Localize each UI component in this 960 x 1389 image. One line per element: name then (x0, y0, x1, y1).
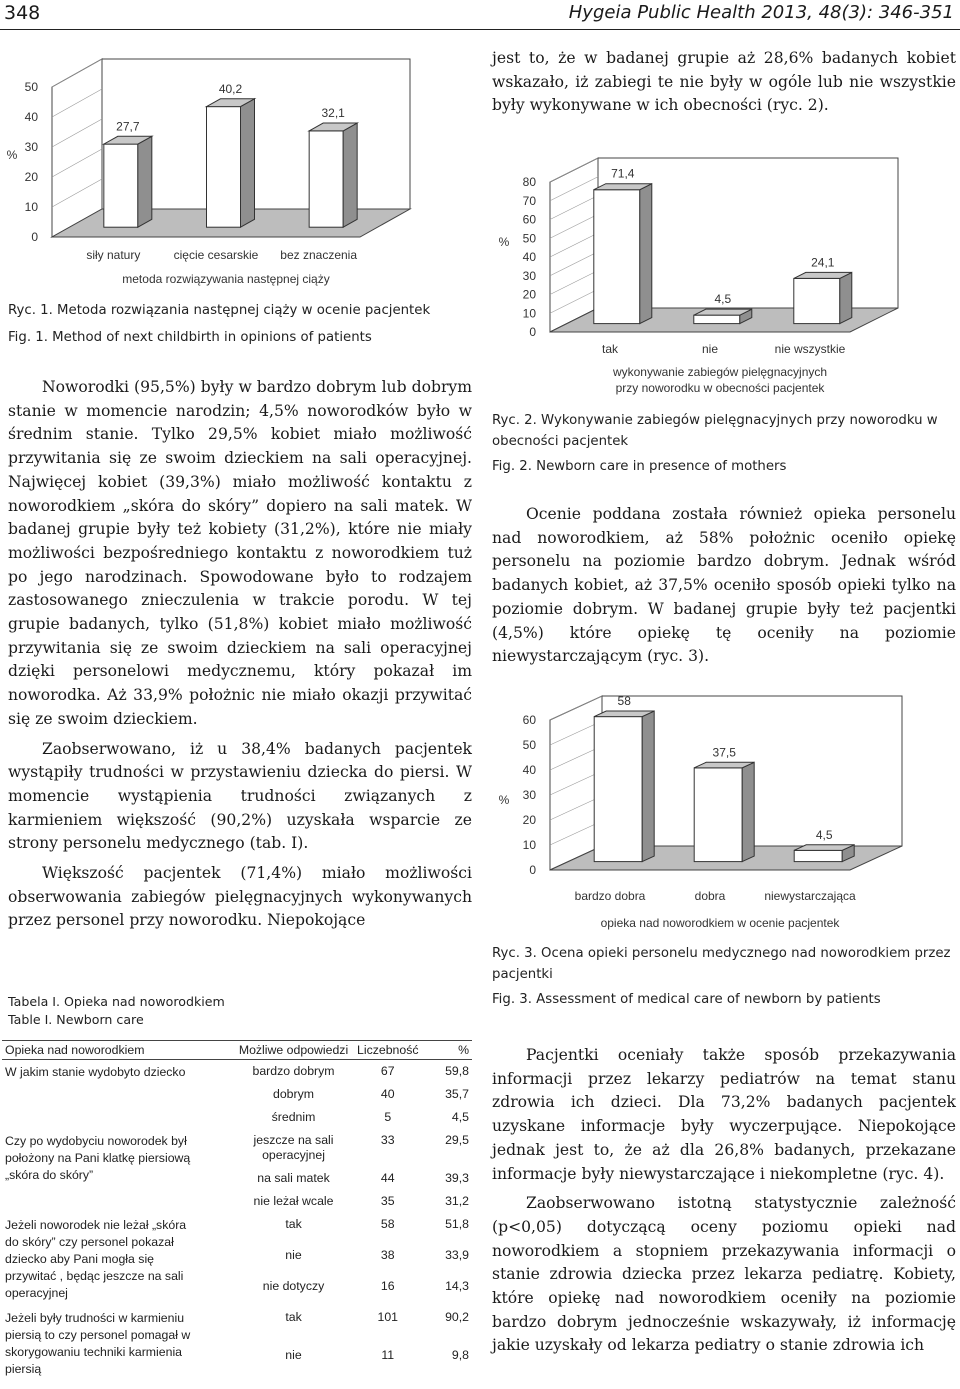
y-tick-label: 30 (522, 268, 536, 283)
table-row (2, 1060, 472, 1084)
table-answer: nie (285, 1248, 302, 1262)
table-percent: 14,3 (445, 1279, 469, 1293)
y-tick-label: 40 (522, 763, 536, 777)
table-percent: 33,9 (445, 1248, 469, 1262)
y-tick-label: 0 (529, 325, 536, 339)
table-answer: tak (285, 1310, 302, 1324)
table-1-caption-pl: Tabela I. Opieka nad noworodkiem (8, 994, 225, 1009)
figure-2-caption-en: Fig. 2. Newborn care in presence of mothers (492, 459, 787, 474)
y-tick-label: 10 (522, 838, 536, 852)
bar (694, 768, 742, 862)
x-tick-label: siły natury (86, 248, 141, 262)
y-tick-label: 0 (529, 863, 536, 877)
chart-side-wall (52, 59, 102, 237)
table-percent: 31,2 (445, 1194, 469, 1208)
x-axis-label: metoda rozwiązywania następnej ciąży (122, 272, 330, 286)
data-label: 71,4 (611, 166, 635, 181)
table-question: Czy po wydobyciu noworodek był położony na Pani klatkę piersiową „skóra do skóry” (5, 1134, 191, 1182)
figure-1-caption (8, 300, 458, 348)
page-header (0, 0, 960, 30)
table-row (2, 1306, 472, 1344)
data-label: 4,5 (815, 827, 833, 842)
y-axis-label: % (498, 235, 510, 249)
table-count: 58 (380, 1217, 395, 1231)
table-row (2, 1213, 472, 1244)
left-column-text (8, 376, 472, 933)
table-percent: 59,8 (445, 1064, 469, 1078)
table-count: 35 (380, 1194, 395, 1208)
data-label: 27,7 (116, 119, 140, 134)
bar-side (343, 123, 357, 227)
figure-3-caption (492, 943, 958, 1010)
x-tick-label: dobra (694, 889, 726, 903)
figure-1-caption-en: Fig. 1. Method of next childbirth in opinions of patients (8, 330, 372, 345)
page-number: 348 (4, 2, 41, 24)
y-axis-label: % (498, 793, 510, 807)
table-count: 67 (380, 1064, 395, 1078)
x-tick-label: tak (601, 342, 619, 356)
figure-3-caption-en: Fig. 3. Assessment of medical care of newborn by patients (492, 992, 881, 1007)
table-answer: średnim (271, 1110, 316, 1124)
y-tick-label: 40 (522, 250, 536, 264)
figure-2-caption-pl: Ryc. 2. Wykonywanie zabiegów pielęgnacyjnych przy noworodku w obecności pacjentek (492, 413, 938, 449)
table-answer: tak (285, 1217, 302, 1231)
table-answer: bardzo dobrym (252, 1064, 335, 1078)
paragraph: Zaobserwowano istotną statystycznie zależność (p<0,05) dotyczącą oceny poziomu opieki nad noworodkiem a stopniem przekazywania informacji o stanie zdrowia dziecka przez lekarza pediatrę. Kobiety, które opiekę nad noworodkiem oceniły na poziomie bardzo dobrym jednocześnie wskazywały, iż informację jakie uzyskały od lekarza pediatry o stanie zdrowia ich (492, 1194, 956, 1355)
x-tick-label: nie wszystkie (774, 342, 846, 356)
y-tick-label: 10 (24, 200, 38, 214)
data-label: 32,1 (321, 106, 345, 121)
table-header-cell: Możliwe odpowiedzi (233, 1041, 354, 1060)
right-column-middle-text (492, 503, 956, 669)
table-answer: dobrym (273, 1087, 315, 1101)
bar (594, 717, 642, 862)
figure-1-chart (0, 45, 450, 290)
x-axis-label: wykonywanie zabiegów pielęgnacyjnych (612, 365, 828, 379)
x-tick-label: niewystarczająca (764, 889, 856, 903)
figure-3-svg (490, 680, 956, 940)
y-axis-label: % (6, 148, 18, 162)
table-answer: nie (285, 1348, 302, 1362)
bar-side (642, 711, 654, 862)
bar (207, 107, 241, 228)
figure-1-svg (0, 45, 450, 290)
table-answer: nie dotyczy (262, 1279, 325, 1293)
table-percent: 4,5 (451, 1110, 469, 1124)
figure-3-chart (490, 680, 956, 940)
table-percent: 9,8 (451, 1348, 469, 1362)
data-label: 24,1 (811, 255, 835, 270)
y-tick-label: 70 (522, 193, 536, 208)
paragraph: Zaobserwowano, iż u 38,4% badanych pacjentek wystąpiły trudności w przystawieniu dziecka do piersi. W momencie wystąpienia trudności związanych z karmieniem większość (90,2%) uzyskała wsparcie ze strony personelu medycznego (tab. I). (8, 739, 472, 853)
table-percent: 39,3 (445, 1171, 469, 1185)
paragraph: Pacjentki oceniały także sposób przekazywania informacji przez lekarzy pediatrów na temat stanu zdrowia ich dzieci. Dla 73,2% badanych pacjentek uzyskane informacje były wyczerpujące. Niepokojące jednak jest to, że aż dla 26,8% badanych, przekazane informacje były niewystarczające i niekompletne (ryc. 4). (492, 1046, 956, 1183)
table-percent: 51,8 (445, 1217, 469, 1231)
data-label: 4,5 (714, 292, 732, 307)
x-tick-label: bardzo dobra (574, 889, 646, 903)
paragraph: jest to, że w badanej grupie aż 28,6% badanych kobiet wskazało, iż zabiegi te nie były w ogóle lub nie wszystkie były wykonywane w ich obecności (ryc. 2). (492, 49, 956, 115)
table-percent: 35,7 (445, 1087, 469, 1101)
table-row (2, 1129, 472, 1167)
table-count: 16 (380, 1279, 395, 1293)
right-column-top-text (492, 47, 956, 118)
y-tick-label: 60 (522, 212, 536, 227)
figure-2-svg (490, 140, 956, 405)
y-tick-label: 20 (522, 813, 536, 827)
table-percent: 29,5 (445, 1133, 469, 1147)
y-tick-label: 80 (522, 175, 536, 189)
bar (104, 144, 138, 227)
bar (694, 315, 740, 323)
y-tick-label: 40 (24, 110, 38, 124)
table-answer: jeszcze na sali operacyjnej (253, 1133, 334, 1162)
table-header-cell: % (422, 1041, 472, 1060)
table-1-caption-en: Table I. Newborn care (8, 1012, 144, 1027)
table-count: 44 (380, 1171, 395, 1185)
table-question: Jeżeli noworodek nie leżał „skóra do skóry” czy personel pokazał dziecko aby Pani mogła się przywitać , będąc jeszcze na sali operacyjnej (5, 1218, 187, 1300)
data-label: 58 (617, 694, 631, 709)
bar (794, 850, 842, 861)
paragraph: Ocenie poddana została również opieka personelu nad noworodkiem, aż 58% położnic oceniło opiekę personelu na poziomie bardzo dobrym. Jednak wśród badanych kobiet, aż 37,5% oceniło sposób opieki tylko na poziomie dobrym. W badanej grupie były też pacjentki (4,5%) które opiekę tę oceniły na poziomie niewystarczającym (ryc. 3). (492, 505, 956, 666)
data-label: 40,2 (218, 81, 243, 96)
x-tick-label: nie (701, 342, 719, 356)
y-tick-label: 50 (24, 80, 38, 94)
table-answer: na sali matek (257, 1171, 330, 1185)
y-tick-label: 60 (522, 713, 536, 727)
y-tick-label: 0 (31, 230, 38, 244)
x-axis-label: opieka nad noworodkiem w ocenie pacjentek (600, 916, 840, 930)
bar-side (742, 762, 754, 861)
table-1-caption (8, 993, 225, 1029)
y-tick-label: 20 (522, 287, 536, 302)
bar-side (241, 99, 255, 227)
table-count: 40 (380, 1087, 395, 1101)
x-tick-label: bez znaczenia (280, 248, 358, 262)
bar-side (640, 184, 652, 324)
table-1 (2, 1040, 472, 1382)
data-label: 37,5 (712, 745, 736, 760)
table-header-cell: Opieka nad noworodkiem (2, 1041, 233, 1060)
table-percent: 90,2 (445, 1310, 469, 1324)
table-question: W jakim stanie wydobyto dziecko (5, 1065, 186, 1079)
paragraph: Noworodki (95,5%) były w bardzo dobrym lub dobrym stanie w momencie narodzin; 4,5% noworodków było w średnim stanie. Tylko 29,5% kobiet miało możliwość przywitania się ze swoim dzieckiem na sali operacyjnej. Najwięcej kobiet (39,3%) miało możliwość kontaktu z noworodkiem „skóra do skóry” dopiero na sali matek. W badanej grupie były też kobiety (31,2%), które nie miały możliwości bezpośredniego kontaktu z noworodkiem tuż po jego narodzinach. Spowodowane było to rodzajem zastosowanego znieczulenia w trakcie porodu. W tej grupie badanych, tylko (51,8%) kobiet miało możliwość przywitania się ze swoim dzieckiem na sali operacyjnej dzięki personelowi medycznemu, który pokazał im noworodka. Aż 33,9% położnic nie miało okazji przywitać się ze swoim dzieckiem. (8, 378, 472, 728)
y-tick-label: 30 (24, 140, 38, 154)
figure-1-caption-pl: Ryc. 1. Metoda rozwiązania następnej ciąży w ocenie pacjentek (8, 303, 431, 318)
table-answer: nie leżał wcale (253, 1194, 334, 1208)
x-axis-label: przy noworodku w obecności pacjentek (615, 381, 825, 395)
table-count: 38 (380, 1248, 395, 1262)
right-column-bottom-text (492, 1044, 956, 1358)
x-tick-label: cięcie cesarskie (173, 248, 259, 262)
paragraph: Większość pacjentek (71,4%) miało możliwości obserwowania zabiegów pielęgnacyjnych wykonywanych przez personel przy noworodku. Niepokojące (8, 864, 472, 930)
bar-side (840, 272, 852, 323)
y-tick-label: 50 (522, 738, 536, 752)
bar-side (138, 136, 152, 227)
table-question: Jeżeli były trudności w karmieniu piersią to czy personel pomagał w skorygowaniu techniki karmienia piersią (5, 1311, 191, 1376)
figure-2-chart (490, 140, 956, 405)
figure-2-caption (492, 410, 958, 477)
bar (309, 131, 343, 227)
table-count: 5 (384, 1110, 392, 1124)
table-count: 101 (377, 1310, 399, 1324)
y-tick-label: 30 (522, 788, 536, 802)
bar (794, 278, 840, 323)
table-count: 33 (380, 1133, 395, 1147)
y-tick-label: 20 (24, 170, 38, 184)
table-header-row (2, 1041, 472, 1060)
y-tick-label: 10 (522, 306, 536, 321)
table-header-cell: Liczebność (354, 1041, 422, 1060)
table-count: 11 (381, 1348, 395, 1362)
y-tick-label: 50 (522, 231, 536, 246)
figure-3-caption-pl: Ryc. 3. Ocena opieki personelu medycznego nad noworodkiem przez pacjentki (492, 946, 951, 982)
journal-citation: Hygeia Public Health 2013, 48(3): 346-351 (568, 2, 954, 23)
bar (594, 190, 640, 324)
